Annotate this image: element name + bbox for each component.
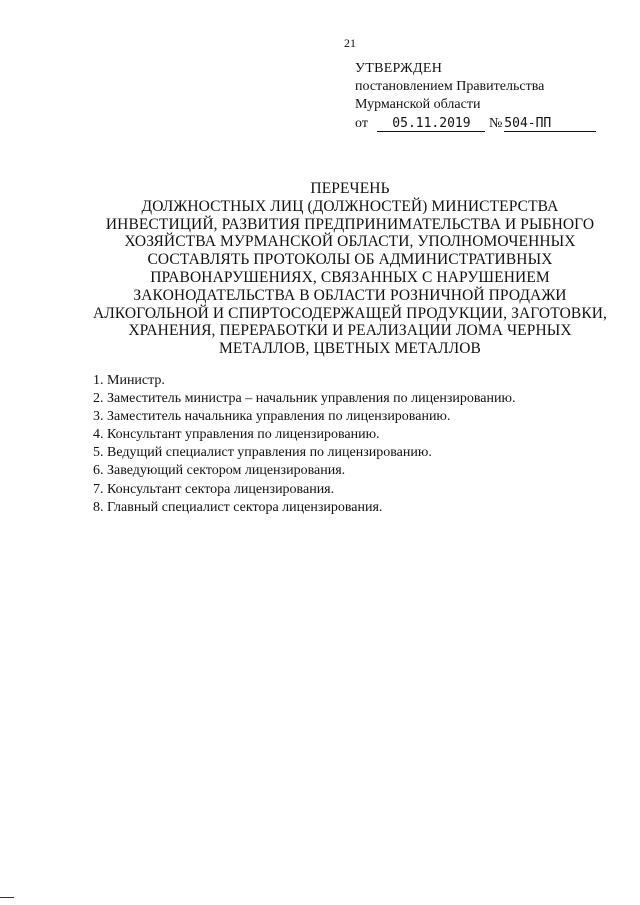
heading-line: ХРАНЕНИЯ, ПЕРЕРАБОТКИ И РЕАЛИЗАЦИИ ЛОМА ЧЕРНЫХ	[128, 322, 572, 340]
list-item: 1. Министр.	[93, 373, 165, 388]
page-number: 21	[344, 36, 356, 50]
approval-date-line	[355, 115, 596, 133]
heading-line: АЛКОГОЛЬНОЙ И СПИРТОСОДЕРЖАЩЕЙ ПРОДУКЦИИ, ЗАГОТОВКИ,	[92, 304, 608, 322]
approval-title: УТВЕРЖДЕН	[355, 61, 443, 76]
approval-line-1: постановлением Правительства	[355, 79, 545, 94]
positions-list	[93, 372, 515, 517]
number-value: 504-ПП	[504, 117, 596, 132]
heading-line: ХОЗЯЙСТВА МУРМАНСКОЙ ОБЛАСТИ, УПОЛНОМОЧЕННЫХ	[124, 233, 576, 251]
heading-line: ЗАКОНОДАТЕЛЬСТВА В ОБЛАСТИ РОЗНИЧНОЙ ПРОДАЖИ	[133, 286, 567, 304]
list-item: 8. Главный специалист сектора лицензирования.	[93, 499, 383, 515]
date-prefix: от	[355, 116, 368, 131]
heading-line: ПЕРЕЧЕНЬ	[310, 180, 390, 197]
heading-line: ИНВЕСТИЦИЙ, РАЗВИТИЯ ПРЕДПРИНИМАТЕЛЬСТВА И РЫБНОГО	[105, 215, 595, 233]
date-value: 05.11.2019	[377, 117, 485, 132]
list-item: 2. Заместитель министра – начальник управления по лицензированию.	[93, 391, 516, 407]
number-prefix: №	[488, 116, 503, 131]
scan-edge-mark	[0, 897, 14, 898]
heading-line: ПРАВОНАРУШЕНИЯХ, СВЯЗАННЫХ С НАРУШЕНИЕМ	[150, 268, 550, 286]
list-item: 4. Консультант управления по лицензированию.	[93, 427, 380, 443]
approval-line-2: Мурманской области	[355, 97, 481, 112]
heading-line: ДОЛЖНОСТНЫХ ЛИЦ (ДОЛЖНОСТЕЙ) МИНИСТЕРСТВА	[141, 197, 559, 215]
list-item: 7. Консультант сектора лицензирования.	[93, 481, 335, 497]
list-item: 5. Ведущий специалист управления по лицензированию.	[93, 445, 432, 461]
heading-line: СОСТАВЛЯТЬ ПРОТОКОЛЫ ОБ АДМИНИСТРАТИВНЫХ	[147, 251, 553, 269]
approval-block	[355, 60, 596, 133]
list-item: 3. Заместитель начальника управления по лицензированию.	[93, 409, 451, 425]
heading-line: МЕТАЛЛОВ, ЦВЕТНЫХ МЕТАЛЛОВ	[219, 340, 481, 358]
list-item: 6. Заведующий сектором лицензирования.	[93, 463, 346, 479]
document-heading	[90, 180, 610, 358]
